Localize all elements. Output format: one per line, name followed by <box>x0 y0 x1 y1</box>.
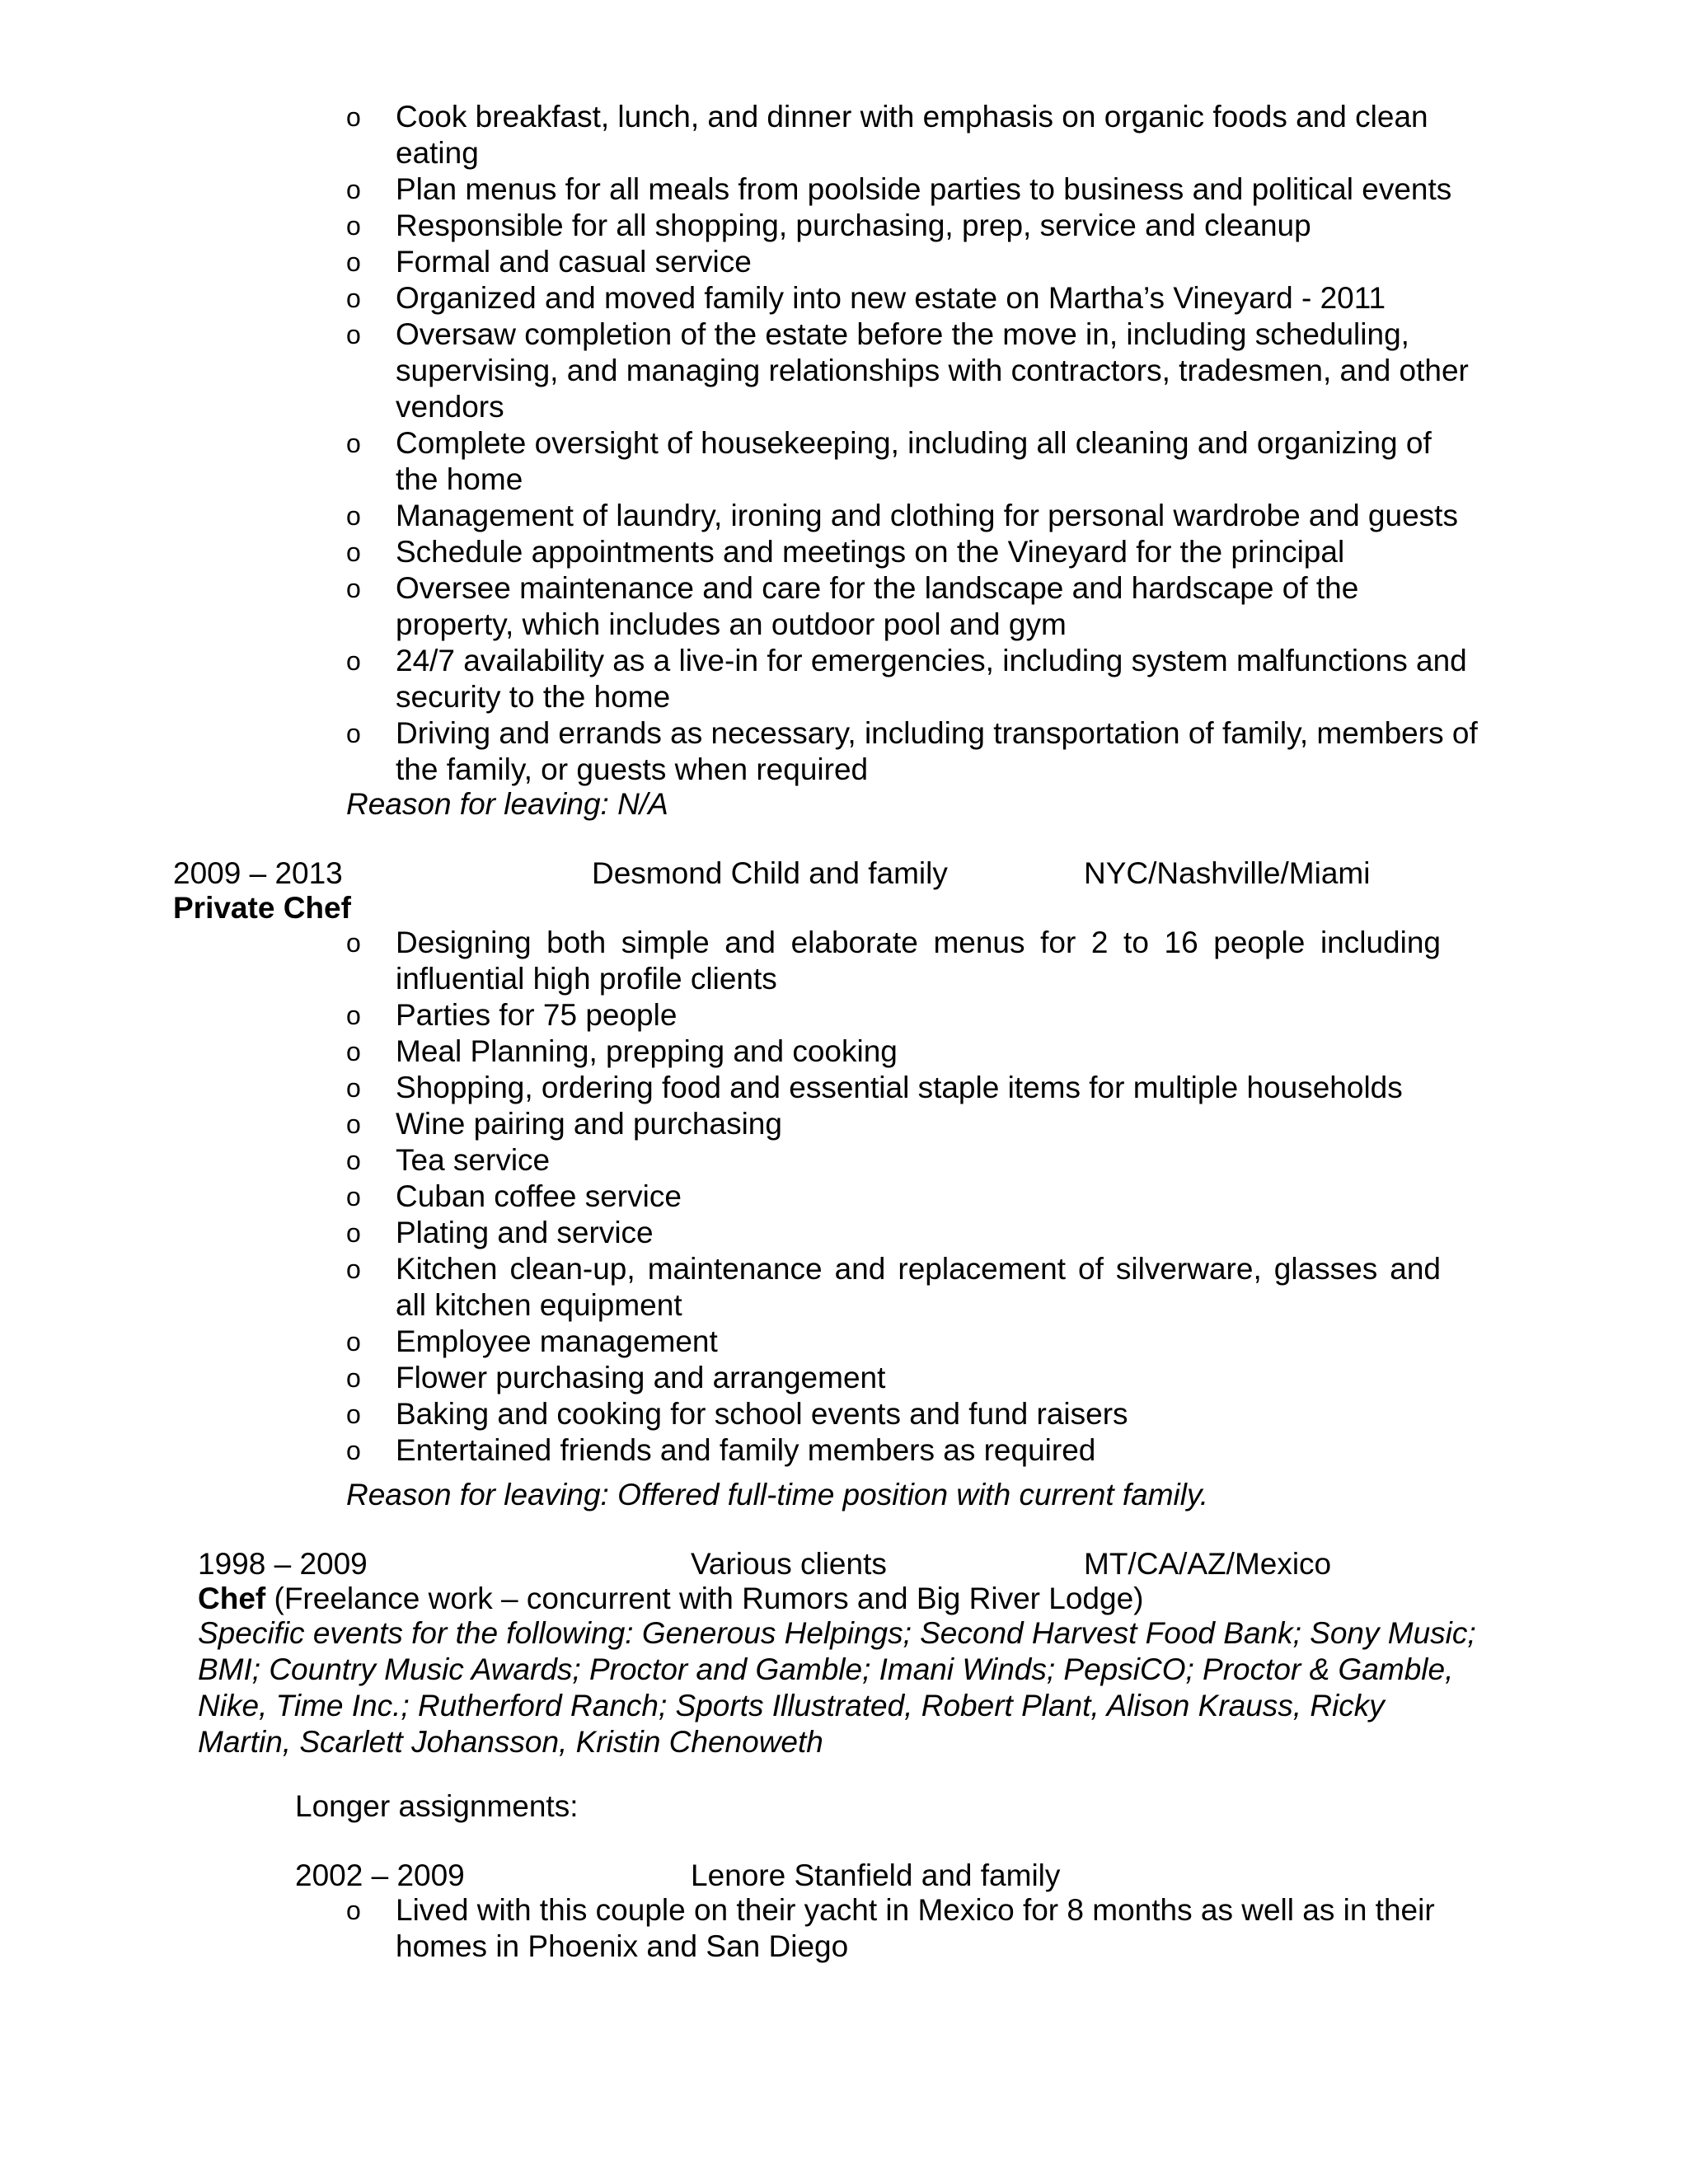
list-item: o Cook breakfast, lunch, and dinner with emphasis on organic foods and clean eating <box>346 100 1428 170</box>
bullet-marker: o <box>346 1896 361 1925</box>
bullet-marker: o <box>346 1182 361 1212</box>
bullet-marker: o <box>346 1363 361 1393</box>
list-item: o 24/7 availability as a live-in for emergencies, including system malfunctions and security to the home <box>346 644 1467 714</box>
list-item: o Kitchen clean-up, maintenance and replacement of silverware, glasses and all kitchen equipment <box>346 1252 1441 1322</box>
bullet-marker: o <box>346 102 361 132</box>
list-item: o Cuban coffee service <box>346 1179 682 1213</box>
bullet-marker: o <box>346 284 361 313</box>
job-dates: 1998 – 2009 <box>198 1547 368 1581</box>
job-title: Chef <box>198 1582 266 1615</box>
bullet-marker: o <box>346 211 361 241</box>
reason-for-leaving-1: Reason for leaving: N/A <box>346 787 668 821</box>
longer-assignments-label: Longer assignments: <box>295 1789 579 1823</box>
list-item: o Parties for 75 people <box>346 998 678 1032</box>
list-item: o Tea service <box>346 1143 551 1177</box>
list-item: o Shopping, ordering food and essential staple items for multiple households <box>346 1071 1403 1104</box>
bullet-marker: o <box>346 429 361 458</box>
bullet-marker: o <box>346 175 361 204</box>
bullet-marker: o <box>346 574 361 603</box>
bullet-marker: o <box>346 1146 361 1175</box>
duties-list-2 <box>346 925 1441 1469</box>
bullet-marker: o <box>346 646 361 676</box>
bullet-marker: o <box>346 320 361 349</box>
bullet-marker: o <box>346 1436 361 1465</box>
list-item: o Employee management <box>346 1324 718 1358</box>
job-dates: 2009 – 2013 <box>173 856 343 890</box>
list-item: o Plating and service <box>346 1216 654 1249</box>
sub-job-employer: Lenore Stanfield and family <box>691 1858 1061 1892</box>
list-item: o Complete oversight of housekeeping, including all cleaning and organizing of the home <box>346 426 1432 496</box>
specific-events: Specific events for the following: Generous Helpings; Second Harvest Food Bank; Sony Music; BMI; Country Music Awards; Proctor and Gamble; Imani Winds; PepsiCO; Proctor & Gamble, Nike, Time Inc.; Rutherford Ranch; Sports Illustrated, Robert Plant, Alison Krauss, Ricky Martin, Scarlett Johansson, Kristin Chenoweth <box>198 1616 1476 1759</box>
list-item: o Designing both simple and elaborate menus for 2 to 16 people including influential high profile clients <box>346 926 1441 996</box>
job-location: NYC/Nashville/Miami <box>1084 856 1371 890</box>
bullet-marker: o <box>346 501 361 531</box>
job-employer: Various clients <box>691 1547 887 1581</box>
reason-for-leaving-2: Reason for leaving: Offered full-time position with current family. <box>346 1478 1209 1511</box>
bullet-marker: o <box>346 1073 361 1103</box>
job-title: Private Chef <box>173 891 351 925</box>
list-item: o Oversee maintenance and care for the landscape and hardscape of the property, which includes an outdoor pool and gym <box>346 571 1359 641</box>
list-item: o Management of laundry, ironing and clothing for personal wardrobe and guests <box>346 499 1458 532</box>
bullet-marker: o <box>346 928 361 958</box>
duties-list-1 <box>346 99 1479 788</box>
job-title-note: (Freelance work – concurrent with Rumors and Big River Lodge) <box>265 1582 1144 1615</box>
bullet-marker: o <box>346 1399 361 1429</box>
bullet-marker: o <box>346 1037 361 1066</box>
job-employer: Desmond Child and family <box>592 856 948 890</box>
bullet-marker: o <box>346 247 361 277</box>
bullet-marker: o <box>346 1109 361 1139</box>
bullet-marker: o <box>346 1327 361 1357</box>
job-location: MT/CA/AZ/Mexico <box>1084 1547 1332 1581</box>
list-item: o Flower purchasing and arrangement <box>346 1361 886 1394</box>
bullet-marker: o <box>346 537 361 567</box>
list-item: o Entertained friends and family members as required <box>346 1433 1096 1467</box>
list-item: o Wine pairing and purchasing <box>346 1107 782 1141</box>
list-item: o Oversaw completion of the estate before the move in, including scheduling, supervising, and managing relationships with contractors, tradesmen, and other vendors <box>346 317 1469 424</box>
list-item: o Formal and casual service <box>346 245 752 279</box>
list-item: o Driving and errands as necessary, including transportation of family, members of the family, or guests when required <box>346 716 1478 786</box>
sub-job-dates: 2002 – 2009 <box>295 1858 465 1892</box>
bullet-marker: o <box>346 1254 361 1284</box>
bullet-marker: o <box>346 1001 361 1030</box>
bullet-marker: o <box>346 1218 361 1248</box>
list-item: o Schedule appointments and meetings on the Vineyard for the principal <box>346 535 1345 569</box>
list-item: o Responsible for all shopping, purchasing, prep, service and cleanup <box>346 209 1311 242</box>
list-item: o Plan menus for all meals from poolside parties to business and political events <box>346 172 1452 206</box>
list-item: o Lived with this couple on their yacht in Mexico for 8 months as well as in their homes in Phoenix and San Diego <box>346 1893 1435 1963</box>
bullet-marker: o <box>346 719 361 748</box>
duties-list-3 <box>346 1892 1441 1965</box>
list-item: o Baking and cooking for school events and fund raisers <box>346 1397 1128 1431</box>
list-item: o Organized and moved family into new estate on Martha’s Vineyard - 2011 <box>346 281 1386 315</box>
list-item: o Meal Planning, prepping and cooking <box>346 1034 898 1068</box>
job-title-line <box>198 1581 1143 1617</box>
